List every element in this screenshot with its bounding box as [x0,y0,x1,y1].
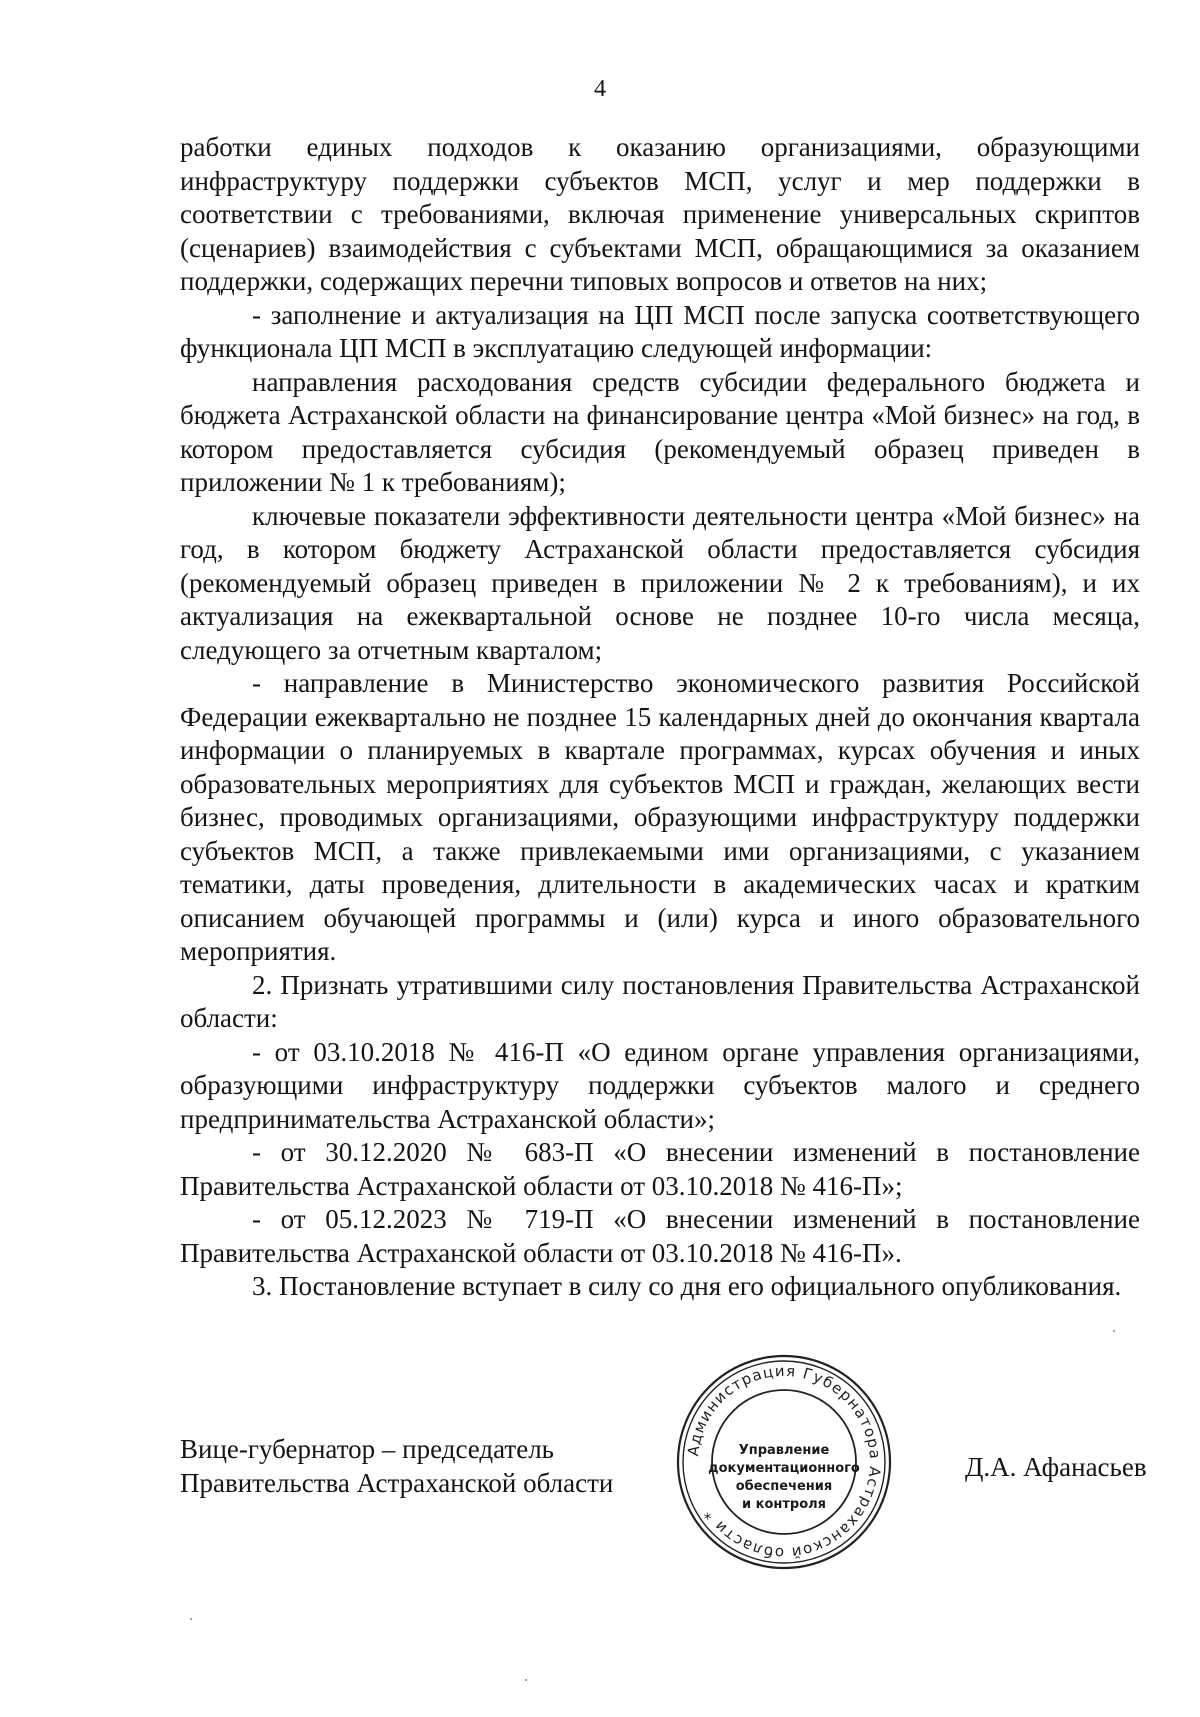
paragraph-item: ключевые показатели эффективности деятельности центра «Мой бизнес» на год, в котором бюджету Астраханской области предоставляется субсидия (рекомендуемый образец приведен в приложении № 2 к требованиям), и их актуализация на ежеквартальной основе не позднее 10-го числа месяца, следующего за отчетным кварталом; [180,500,1140,665]
stamp-center-line: обеспечения [735,1479,833,1494]
signatory-position-line: Правительства Астраханской области [180,1468,614,1498]
stamp-center-line: и контроля [741,1497,826,1512]
document-body [180,131,1140,1304]
paragraph-continuation: работки единых подходов к оказанию организациями, образующими инфраструктуру поддержки субъектов МСП, услуг и мер поддержки в соответствии с требованиями, включая применение универсальных скриптов (сценариев) взаимодействия с субъектами МСП, обращающимися за оказанием поддержки, содержащих перечни типовых вопросов и ответов на них; [180,132,1140,296]
paragraph-item: - направление в Министерство экономического развития Российской Федерации ежеквартально не позднее 15 календарных дней до окончания квартала информации о планируемых в квартале программах, курсах обучения и иных образовательных мероприятиях для субъектов МСП и граждан, желающих вести бизнес, проводимых организациями, образующими инфраструктуру поддержки субъектов МСП, а также привлекаемыми ими организациями, с указанием тематики, даты проведения, длительности в академических часах и кратким описанием обучающей программы и (или) курса и иного образовательного мероприятия. [180,668,1140,966]
stamp-center-line: Управление [738,1443,830,1458]
page-number: 4 [594,76,606,102]
paragraph-item: - от 30.12.2020 № 683-П «О внесении изменений в постановление Правительства Астраханской области от 03.10.2018 № 416-П»; [180,1137,1140,1201]
scan-speck [525,1679,527,1681]
scan-speck [1113,1330,1115,1332]
stamp-center-line: документационного [708,1461,860,1476]
signatory-position [180,1432,613,1500]
paragraph-clause-2: 2. Признать утратившими силу постановления Правительства Астраханской области: [180,969,1140,1033]
official-stamp [672,1350,896,1574]
stamp-center-text [672,1442,896,1514]
signatory-name: Д.А. Афанасьев [965,1452,1147,1482]
paragraph-clause-3: 3. Постановление вступает в силу со дня его официального опубликования. [252,1271,1122,1301]
paragraph-item: направления расходования средств субсидии федерального бюджета и бюджета Астраханской области на финансирование центра «Мой бизнес» на год, в котором предоставляется субсидия (рекомендуемый образец приведен в приложении № 1 к требованиям); [180,366,1140,497]
scan-speck [190,1618,192,1620]
paragraph-item: - от 03.10.2018 № 416-П «О едином органе управления организациями, образующими инфраструктуру поддержки субъектов малого и среднего предпринимательства Астраханской области»; [180,1036,1140,1134]
signatory-position-line: Вице-губернатор – председатель [180,1434,554,1464]
paragraph-item: - от 05.12.2023 № 719-П «О внесении изменений в постановление Правительства Астраханской области от 03.10.2018 № 416-П». [180,1204,1140,1268]
paragraph-item: - заполнение и актуализация на ЦП МСП после запуска соответствующего функционала ЦП МСП в эксплуатацию следующей информации: [180,299,1140,363]
stamp-ring-text: Администрация Губернатора Астраханской области * [684,1361,885,1563]
